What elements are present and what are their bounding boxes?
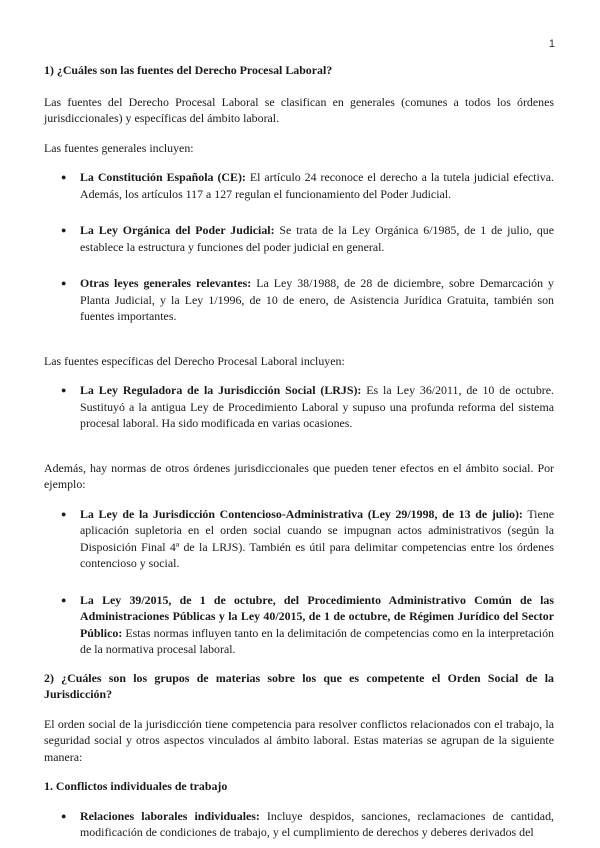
- list-item: [44, 169, 554, 202]
- q1-intro: Las fuentes del Derecho Procesal Laboral se clasifican en generales (comunes a todos los órdenes jurisdiccionales) y específicas del ámbito laboral.: [44, 94, 554, 125]
- list-item-term: La Ley Orgánica del Poder Judicial:: [80, 223, 275, 237]
- q2-intro: El orden social de la jurisdicción tiene competencia para resolver conflictos relacionados con el trabajo, la seguridad social y otros aspectos vinculados al ámbito laboral. Estas materias se agrupan de la siguiente manera:: [44, 716, 554, 764]
- list-item-text: La Ley 38/1988, de 28 de diciembre, sobre Demarcación y Planta Judicial, y la Ley 1/1996, de 10 de enero, de Asistencia Jurídica Gratuita, también son fuentes importantes.: [80, 276, 554, 323]
- page-content: [44, 62, 554, 841]
- individual-conflicts-list: [44, 808, 554, 841]
- list-item-text: Tiene aplicación supletoria en el orden social cuando se impugnan actos administrativos (según la Disposición Final 4ª de la LRJS). También es útil para delimitar competencias entre los órdenes contencioso y social.: [80, 506, 554, 570]
- general-sources-list: [44, 169, 554, 325]
- list-item-term: Relaciones laborales individuales:: [80, 808, 260, 823]
- other-norms-list: [44, 506, 554, 658]
- list-item: [44, 382, 554, 432]
- section-subheading: 1. Conflictos individuales de trabajo: [44, 779, 228, 793]
- list-item-text: Incluye despidos, sanciones, reclamaciones de cantidad, modificación de condiciones de trabajo, y el cumplimiento de derechos y deberes derivados del: [80, 808, 554, 839]
- list-item: [44, 506, 554, 572]
- list-item-term: La Ley de la Jurisdicción Contencioso-Administrativa (Ley 29/1998, de 13 de julio):: [80, 506, 523, 521]
- list-item: [44, 275, 554, 325]
- list-item: [44, 808, 554, 841]
- list-item-term: La Constitución Española (CE):: [80, 170, 246, 184]
- list-item-text: El artículo 24 reconoce el derecho a la tutela judicial efectiva. Además, los artículos 117 a 127 regulan el funcionamiento del Poder Judicial.: [80, 170, 554, 201]
- specific-sources-list: [44, 382, 554, 432]
- list-item-text: Estas normas influyen tanto en la delimitación de competencias como en la interpretación de la normativa procesal laboral.: [80, 625, 554, 656]
- question-2-heading: 2) ¿Cuáles son los grupos de materias sobre los que es competente el Orden Social de la Jurisdicción?: [44, 670, 554, 701]
- list-item: [44, 592, 554, 658]
- other-norms-intro: Además, hay normas de otros órdenes jurisdiccionales que pueden tener efectos en el ámbito social. Por ejemplo:: [44, 460, 554, 491]
- specific-sources-intro: Las fuentes específicas del Derecho Procesal Laboral incluyen:: [44, 353, 345, 368]
- list-item-text: Es la Ley 36/2011, de 10 de octubre. Sustituyó a la antigua Ley de Procedimiento Laboral y supuso una profunda reforma del sistema procesal laboral. Ha sido modificada en varias ocasiones.: [80, 383, 554, 430]
- general-sources-intro: Las fuentes generales incluyen:: [44, 140, 194, 155]
- list-item-term: Otras leyes generales relevantes:: [80, 276, 252, 290]
- list-item-text: Se trata de la Ley Orgánica 6/1985, de 1 de julio, que establece la estructura y funciones del poder judicial en general.: [80, 223, 554, 254]
- list-item-term: La Ley Reguladora de la Jurisdicción Social (LRJS):: [80, 383, 362, 397]
- list-item: [44, 222, 554, 255]
- list-item-term: La Ley 39/2015, de 1 de octubre, del Procedimiento Administrativo Común de las Administraciones Públicas y la Ley 40/2015, de 1 de octubre, de Régimen Jurídico del Sector Público:: [80, 592, 554, 640]
- page-number: 1: [548, 38, 555, 50]
- question-1-heading: 1) ¿Cuáles son las fuentes del Derecho Procesal Laboral?: [44, 63, 333, 77]
